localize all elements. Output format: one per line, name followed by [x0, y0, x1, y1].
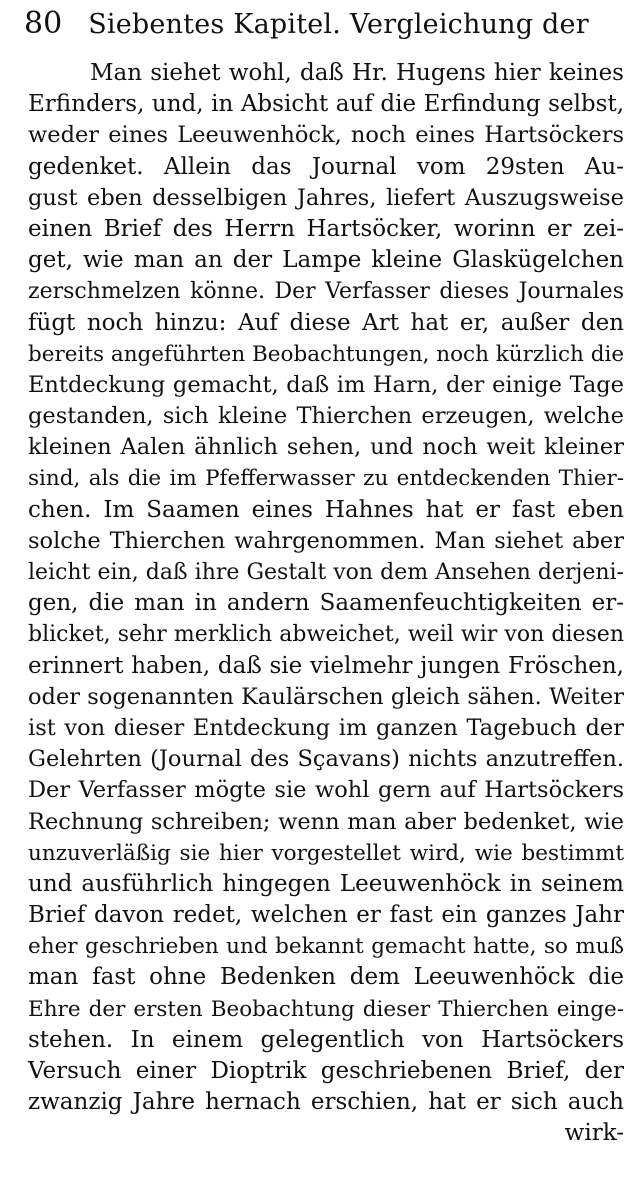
text-line: zerschmelzen könne. Der Verfasser dieses Journales — [28, 279, 624, 305]
body-text — [28, 58, 624, 1150]
text-line: Brief davon redet, welchen er fast ein ganzes Jahr — [28, 902, 624, 929]
text-line: gestanden, sich kleine Thierchen erzeugen, welche — [28, 403, 624, 430]
text-line: get, wie man an der Lampe kleine Glaskügelchen — [28, 247, 624, 274]
text-line: erinnert haben, daß sie vielmehr jungen Fröschen, — [28, 652, 624, 679]
text-line: stehen. In einem gelegentlich von Hartsöckers — [28, 1026, 624, 1053]
running-head: Siebentes Kapitel. Vergleichung der — [88, 9, 589, 40]
page-header — [24, 6, 624, 50]
text-line: unzuverläßig sie hier vorgestellet wird, wie bestimmt — [28, 840, 624, 866]
text-line: und ausführlich hingegen Leeuwenhöck in seinem — [28, 870, 624, 897]
text-line: zwanzig Jahre hernach erschien, hat er sich auch — [28, 1089, 624, 1116]
text-line: gust eben desselbigen Jahres, liefert Auszugsweise — [28, 184, 624, 211]
catchword: wirk- — [564, 1120, 624, 1147]
text-line: bereits angeführten Beobachtungen, noch kürzlich die — [28, 341, 625, 367]
page-number: 80 — [24, 6, 63, 41]
text-line: Entdeckung gemacht, daß im Harn, der einige Tage — [28, 371, 624, 398]
text-line: Der Verfasser mögte sie wohl gern auf Hartsöckers — [28, 777, 624, 804]
text-line: ist von dieser Entdeckung im ganzen Tagebuch der — [28, 714, 624, 741]
text-line: Rechnung schreiben; wenn man aber bedenket, wie — [28, 808, 624, 835]
text-line: einen Brief des Herrn Hartsöcker, worinn er zei- — [28, 215, 624, 242]
text-line: eher geschrieben und bekannt gemacht hatte, so muß — [28, 934, 624, 960]
text-line: fügt noch hinzu: Auf diese Art hat er, außer den — [28, 309, 624, 336]
text-line: Man siehet wohl, daß Hr. Hugens hier keines — [90, 60, 624, 86]
text-line: leicht ein, daß ihre Gestalt von dem Ansehen derjeni- — [28, 560, 624, 585]
text-line: Ehre der ersten Beobachtung dieser Thierchen einge- — [28, 996, 624, 1022]
text-line: weder eines Leeuwenhöck, noch eines Hartsöckers — [28, 122, 624, 149]
text-line: gen, die man in andern Saamenfeuchtigkeiten er- — [28, 590, 624, 617]
text-line: chen. Im Saamen eines Hahnes hat er fast eben — [28, 496, 624, 523]
text-line: gedenket. Allein das Journal vom 29sten Au- — [28, 153, 624, 180]
text-line: sind, als die im Pfefferwasser zu entdeckenden Thier- — [28, 466, 624, 492]
text-line: blicket, sehr merklich abweichet, weil wir von diesen — [28, 622, 624, 648]
text-line: solche Thierchen wahrgenommen. Man siehet aber — [28, 527, 624, 554]
text-line: Erfinders, und, in Absicht auf die Erfindung selbst, — [28, 91, 624, 118]
text-line: oder sogenannten Kaulärschen gleich sähen. Weiter — [28, 683, 624, 710]
text-line: kleinen Aalen ähnlich sehen, und noch weit kleiner — [28, 434, 624, 461]
text-line: Gelehrten (Journal des Sçavans) nichts anzutreffen. — [28, 746, 624, 773]
text-line: man fast ohne Bedenken dem Leeuwenhöck die — [28, 964, 624, 991]
text-line: Versuch einer Dioptrik geschriebenen Brief, der — [28, 1058, 624, 1084]
